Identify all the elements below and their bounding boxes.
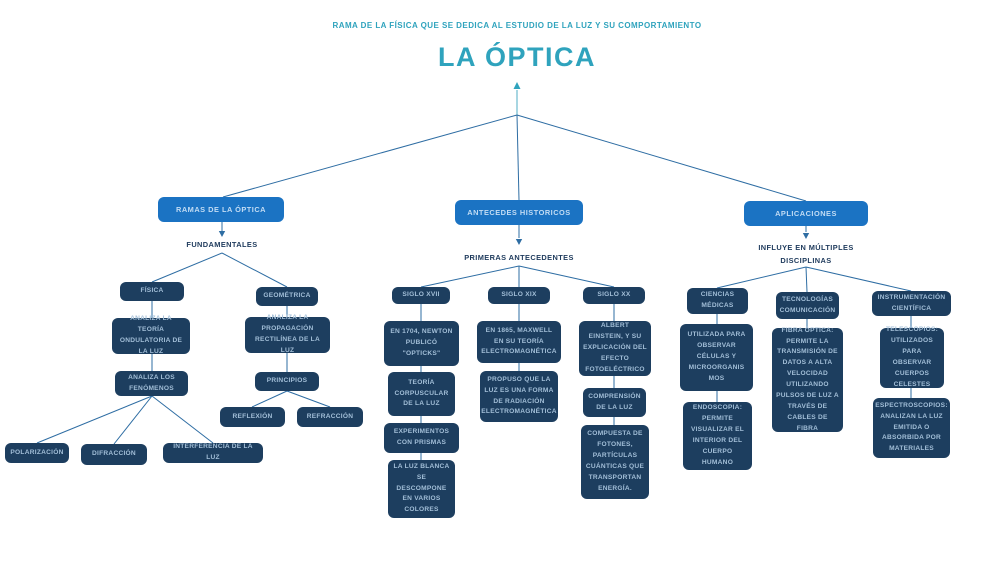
node-analiza-teoria[interactable]: ANALIZA LA TEORÍA ONDULATORIA DE LA LUZ xyxy=(112,318,190,354)
node-teoria-corpuscular[interactable]: TEORÍA CORPUSCULAR DE LA LUZ xyxy=(388,372,455,416)
node-espectroscopios[interactable]: ESPECTROSCOPIOS: ANALIZAN LA LUZ EMITIDA O ABSORBIDA POR MATERIALES xyxy=(873,398,950,458)
node-siglo-xix[interactable]: SIGLO XIX xyxy=(488,287,550,304)
node-celulas[interactable]: UTILIZADA PARA OBSERVAR CÉLULAS Y MICROORGANIS MOS xyxy=(680,324,753,391)
node-endoscopia[interactable]: ENDOSCOPIA: PERMITE VISUALIZAR EL INTERIOR DEL CUERPO HUMANO xyxy=(683,402,752,470)
node-principios[interactable]: PRINCIPIOS xyxy=(255,372,319,391)
node-experimentos-prismas[interactable]: EXPERIMENTOS CON PRISMAS xyxy=(384,423,459,453)
node-geometrica[interactable]: GEOMÉTRICA xyxy=(256,287,318,306)
node-fisica[interactable]: FÍSICA xyxy=(120,282,184,301)
node-fibra-optica[interactable]: FIBRA ÓPTICA: PERMITE LA TRANSMISIÓN DE DATOS A ALTA VELOCIDAD UTILIZANDO PULSOS DE LUZ A TRAVÉS DE CABLES DE FIBRA xyxy=(772,328,843,432)
node-difraccion[interactable]: DIFRACCIÓN xyxy=(81,444,147,465)
node-luz-blanca[interactable]: LA LUZ BLANCA SE DESCOMPONE EN VARIOS COLORES xyxy=(388,460,455,518)
node-refraccion[interactable]: REFRACCIÓN xyxy=(297,407,363,427)
node-ciencias-medicas[interactable]: CIENCIAS MÉDICAS xyxy=(687,288,748,314)
branch-button-antecedentes[interactable]: ANTECEDES HISTORICOS xyxy=(455,200,583,225)
branch-label-antecedentes: PRIMERAS ANTECEDENTES xyxy=(464,253,574,262)
node-radiacion[interactable]: PROPUSO QUE LA LUZ ES UNA FORMA DE RADIACIÓN ELECTROMAGNÉTICA xyxy=(480,371,558,422)
node-fotones[interactable]: COMPUESTA DE FOTONES, PARTÍCULAS CUÁNTICAS QUE TRANSPORTAN ENERGÍA. xyxy=(581,425,649,499)
node-tecnologias[interactable]: TECNOLOGÍAS COMUNICACIÓN xyxy=(776,292,839,319)
branch-label-ramas: FUNDAMENTALES xyxy=(186,240,258,249)
node-einstein[interactable]: ALBERT EINSTEIN, Y SU EXPLICACIÓN DEL EFECTO FOTOELÉCTRICO xyxy=(579,321,651,376)
node-comprension-luz[interactable]: COMPRENSIÓN DE LA LUZ xyxy=(583,388,646,417)
node-siglo-xx[interactable]: SIGLO XX xyxy=(583,287,645,304)
node-reflexion[interactable]: REFLEXIÓN xyxy=(220,407,285,427)
node-newton-opticks[interactable]: EN 1704, NEWTON PUBLICÓ "OPTICKS" xyxy=(384,321,459,366)
branch-label-aplicaciones: INFLUYE EN MÚLTIPLES DISCIPLINAS xyxy=(758,243,854,265)
node-analiza-fenomenos[interactable]: ANALIZA LOS FENÓMENOS xyxy=(115,371,188,396)
map-title: LA ÓPTICA xyxy=(438,42,596,72)
node-interferencia[interactable]: INTERFERENCIA DE LA LUZ xyxy=(163,443,263,463)
branch-button-ramas[interactable]: RAMAS DE LA ÓPTICA xyxy=(158,197,284,222)
map-subtitle: RAMA DE LA FÍSICA QUE SE DEDICA AL ESTUDIO DE LA LUZ Y SU COMPORTAMIENTO xyxy=(332,21,702,30)
node-telescopios[interactable]: TELESCOPIOS: UTILIZADOS PARA OBSERVAR CUERPOS CELESTES xyxy=(880,328,944,388)
node-instrumentacion[interactable]: INSTRUMENTACIÓN CIENTÍFICA xyxy=(872,291,951,316)
node-polarizacion[interactable]: POLARIZACIÓN xyxy=(5,443,69,463)
branch-button-aplicaciones[interactable]: APLICACIONES xyxy=(744,201,868,226)
node-siglo-xvii[interactable]: SIGLO XVII xyxy=(392,287,450,304)
node-analiza-propagacion[interactable]: ANALIZA LA PROPAGACIÓN RECTILÍNEA DE LA LUZ xyxy=(245,317,330,353)
node-maxwell[interactable]: EN 1865, MAXWELL EN SU TEORÍA ELECTROMAGNÉTICA xyxy=(477,321,561,363)
